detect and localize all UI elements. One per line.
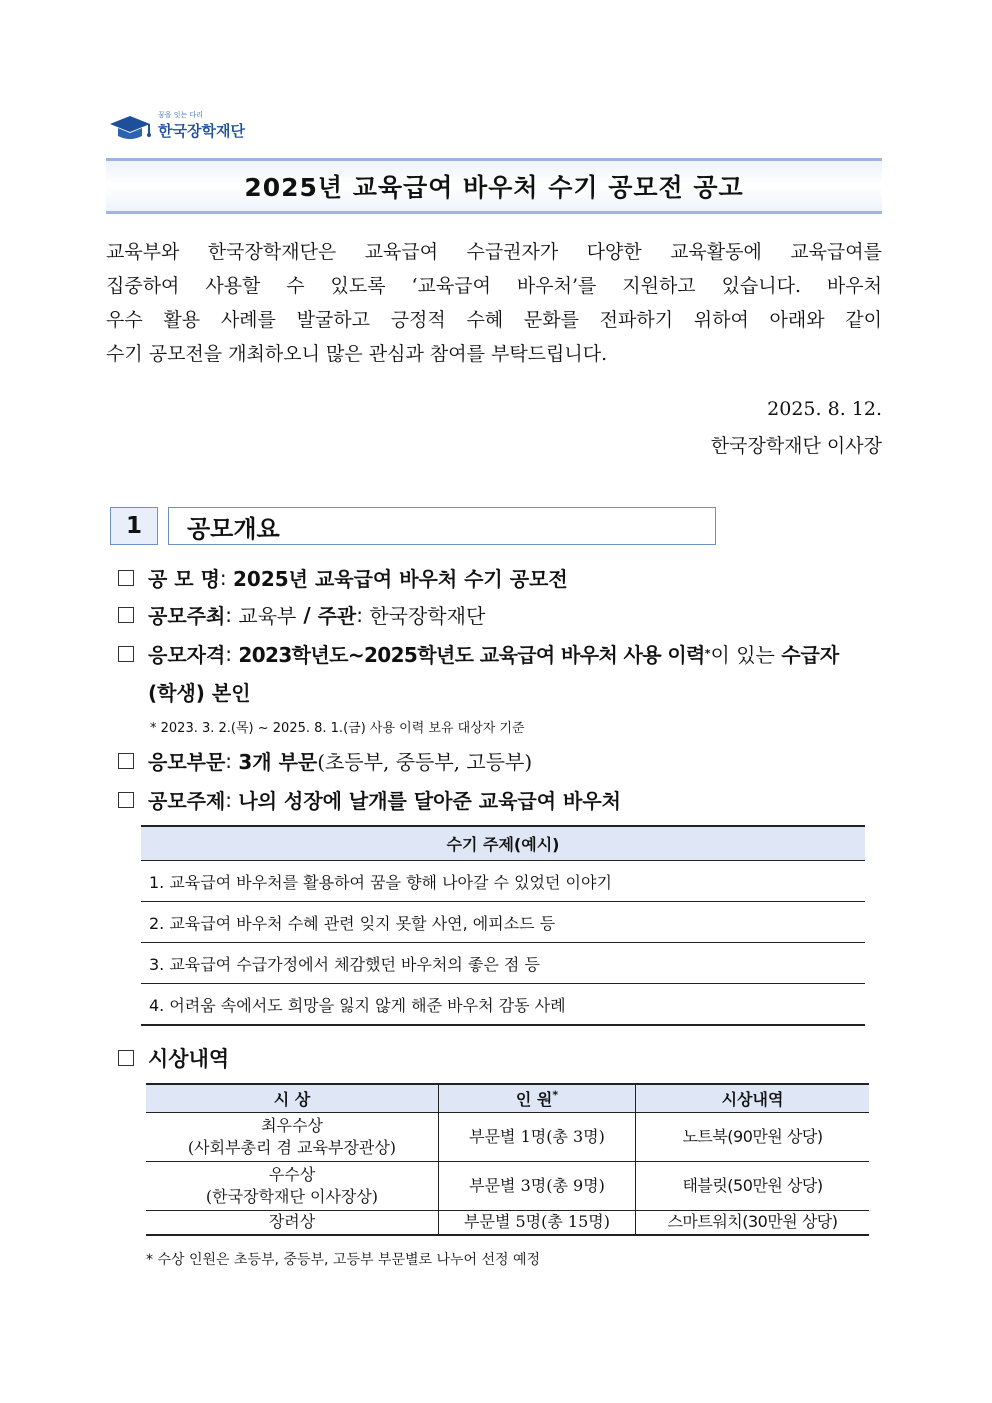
table-cell: 2. 교육급여 바우처 수혜 관련 잊지 못할 사연, 에피소드 등: [141, 902, 865, 943]
announcement-date: 2025. 8. 12.: [767, 398, 882, 420]
foundation-logo: [108, 110, 268, 146]
table-row: [141, 943, 865, 984]
award-sub: (사회부총리 겸 교육부장관상): [187, 1138, 397, 1157]
item-value: (초등부, 중등부, 고등부): [317, 750, 533, 774]
issuer: 한국장학재단 이사장: [710, 435, 882, 457]
award-name-cell: [146, 1211, 439, 1235]
award-prize: 스마트워치(30만원 상당): [636, 1211, 870, 1235]
table-header: 시상내역: [636, 1084, 870, 1113]
item-value: 이 있는: [710, 643, 775, 667]
checkbox-bullet-icon: [118, 792, 134, 808]
table-row: [141, 861, 865, 902]
intro-line: 수기 공모전을 개최하오니 많은 관심과 참여를 부탁드립니다.: [106, 343, 608, 365]
table-cell: 4. 어려움 속에서도 희망을 잃지 않게 해준 바우처 감동 사례: [141, 984, 865, 1026]
checkbox-bullet-icon: [118, 1050, 134, 1066]
item-label: 공모주제: [148, 789, 226, 813]
item-eligibility: 응모자격 : 2023학년도~2025학년도 교육급여 바우처 사용 이력 * 이 있는 수급자: [118, 639, 839, 668]
item-label: 공 모 명: [148, 567, 220, 591]
footnote-mark: *: [552, 1088, 559, 1102]
award-name-cell: [146, 1162, 439, 1211]
item-value: 2023학년도~2025학년도 교육급여 바우처 사용 이력: [238, 643, 705, 667]
item-label: 주관: [317, 604, 357, 628]
table-cell: 1. 교육급여 바우처를 활용하여 꿈을 향해 나아갈 수 있었던 이야기: [141, 861, 865, 902]
award-count: 부문별 3명(총 9명): [439, 1162, 636, 1211]
item-contest-name: 공 모 명 : 2025년 교육급여 바우처 수기 공모전: [118, 563, 568, 592]
item-value: 3개 부문: [238, 750, 318, 774]
intro-line: 교육부와 한국장학재단은 교육급여 수급권자가 다양한 교육활동에 교육급여를: [106, 241, 882, 263]
award-name-cell: [146, 1113, 439, 1162]
award-prize: 태블릿(50만원 상당): [636, 1162, 870, 1211]
checkbox-bullet-icon: [118, 753, 134, 769]
eligibility-continuation: (학생) 본인: [148, 681, 251, 705]
item-label: 응모자격: [148, 643, 226, 667]
table-header: 인 원*: [439, 1084, 636, 1113]
intro-line: 집중하여 사용할 수 있도록 ‘교육급여 바우처’를 지원하고 있습니다. 바우처: [106, 275, 882, 297]
table-row: [141, 984, 865, 1026]
item-category: 응모부문 : 3개 부문 (초등부, 중등부, 고등부): [118, 746, 532, 775]
theme-examples-table: [141, 825, 865, 1026]
item-label: 응모부문: [148, 750, 226, 774]
table-header: 시 상: [146, 1084, 439, 1113]
item-value: 나의 성장에 날개를 달아준 교육급여 바우처: [238, 789, 621, 813]
graduation-cap-icon: [108, 114, 154, 144]
table-row: [146, 1113, 869, 1162]
award-name: 최우수상: [261, 1116, 323, 1135]
section-title: 공모개요: [168, 507, 716, 545]
item-value: 수급자: [781, 643, 840, 667]
item-awards: [118, 1043, 229, 1073]
table-cell: 3. 교육급여 수급가정에서 체감했던 바우처의 좋은 점 등: [141, 943, 865, 984]
item-value: 2025년 교육급여 바우처 수기 공모전: [233, 567, 568, 591]
item-host: 공모주최 : 교육부 / 주관 : 한국장학재단: [118, 600, 485, 629]
awards-table: [146, 1083, 869, 1236]
table-row: [146, 1211, 869, 1235]
item-label: 시상내역: [148, 1047, 230, 1071]
table-row: [141, 902, 865, 943]
item-label: 공모주최: [148, 604, 226, 628]
page-title: 2025년 교육급여 바우처 수기 공모전 공고: [106, 158, 882, 214]
award-count: 부문별 1명(총 3명): [439, 1113, 636, 1162]
intro-line: 우수 활용 사례를 발굴하고 긍정적 수혜 문화를 전파하기 위하여 아래와 같이: [106, 309, 882, 331]
award-count: 부문별 5명(총 15명): [439, 1211, 636, 1235]
section-number: 1: [110, 507, 158, 545]
checkbox-bullet-icon: [118, 570, 134, 586]
awards-note: * 수상 인원은 초등부, 중등부, 고등부 부문별로 나누어 선정 예정: [146, 1252, 541, 1268]
table-row: [146, 1162, 869, 1211]
award-name: 우수상: [268, 1165, 316, 1184]
table-header: 수기 주제(예시): [141, 826, 865, 861]
logo-name: 한국장학재단: [158, 122, 245, 140]
item-value: 교육부: [238, 604, 297, 628]
item-theme: 공모주제 : 나의 성장에 날개를 달아준 교육급여 바우처: [118, 785, 621, 814]
award-prize: 노트북(90만원 상당): [636, 1113, 870, 1162]
award-name: 장려상: [268, 1212, 316, 1232]
checkbox-bullet-icon: [118, 607, 134, 623]
checkbox-bullet-icon: [118, 646, 134, 662]
logo-tagline: 꿈을 잇는 다리: [158, 111, 204, 119]
footnote-mark: *: [704, 647, 711, 660]
eligibility-note: * 2023. 3. 2.(목) ~ 2025. 8. 1.(금) 사용 이력 보유 대상자 기준: [150, 721, 525, 736]
item-value: 한국장학재단: [369, 604, 486, 628]
award-sub: (한국장학재단 이사장상): [205, 1187, 379, 1206]
